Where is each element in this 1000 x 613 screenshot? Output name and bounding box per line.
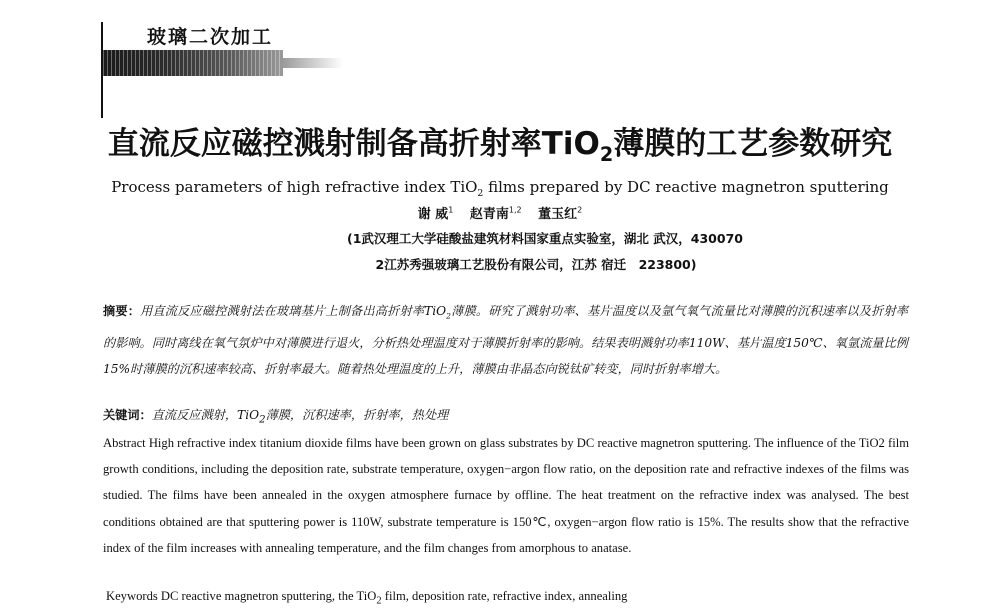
keywords-en-text-1: DC reactive magnetron sputtering, the TiO xyxy=(157,589,377,603)
author xyxy=(470,207,522,222)
title-cn-main: 直流反应磁控溅射制备高折射率TiO xyxy=(107,126,600,162)
section-header-bar xyxy=(103,50,283,76)
author-affiliation-mark: 1 xyxy=(448,205,454,215)
abstract-cn-text-2: 薄膜。研究了溅射功率、基片温度以及氩气氧气流量比对薄膜的沉积速率以及折射率的影响。同时离线在氧气氛炉中对薄膜进行退火，分析热处理温度对于薄膜折射率的影响。结果表明溅射功率110W、基片温度150℃、氧氩流量比例15%时薄膜的沉积速率较高、折射率最大。随着热处理温度的上升，薄膜由非晶态向锐钛矿转变，同时折射率增大。 xyxy=(103,304,908,377)
author-name: 谢 威 xyxy=(417,207,449,222)
author-name: 赵青南 xyxy=(469,207,509,222)
abstract-cn-label: 摘要： xyxy=(103,304,141,318)
abstract-cn-text-1: 用直流反应磁控溅射法在玻璃基片上制备出高折射率TiO xyxy=(140,304,447,318)
section-header-bar-fade xyxy=(283,58,343,68)
keywords-cn-item-2: 薄膜，沉积速率，折射率，热处理 xyxy=(265,408,449,422)
keywords-chinese xyxy=(103,404,908,431)
title-en-subscript: 2 xyxy=(477,188,484,199)
title-chinese xyxy=(0,118,1000,166)
abstract-cn-subscript: 2 xyxy=(446,311,451,321)
author-list xyxy=(0,203,1000,222)
affiliation-1: (1武汉理工大学硅酸盐建筑材料国家重点实验室，湖北 武汉，430070 xyxy=(347,231,743,246)
keywords-english xyxy=(106,585,906,613)
abstract-chinese xyxy=(103,298,908,383)
keywords-cn-subscript: 2 xyxy=(259,414,266,426)
author-name: 董玉红 xyxy=(538,207,578,222)
keywords-cn-label: 关键词： xyxy=(103,408,152,422)
title-cn-subscript: 2 xyxy=(599,143,614,167)
title-english xyxy=(0,178,1000,199)
affiliation-2: 2江苏秀强玻璃工艺股份有限公司，江苏 宿迁 223800) xyxy=(375,257,697,272)
keywords-cn-item-1: 直流反应溅射，TiO xyxy=(151,408,260,422)
abstract-english: Abstract High refractive index titanium dioxide films have been grown on glass substrates by DC reactive magnetron sputtering. The influence of the TiO2 film growth conditions, including the deposition rate, substrate temperature, oxygen−argon flow ratio, on the deposition rate and refractive indexes of the films was studied. The films have been annealed in the oxygen atmosphere furnace by offline. The heat treatment on the refractive index was analysed. The best conditions obtained are that sputtering power is 110W, substrate temperature is 150℃, oxygen−argon flow ratio is 15%. The results show that the refractive index of the film increases with annealing temperature, and the film changes from amorphous to anatase. xyxy=(103,436,909,555)
author xyxy=(418,207,454,222)
author xyxy=(538,207,582,222)
keywords-en-subscript: 2 xyxy=(376,595,382,607)
keywords-en-text-2: film, deposition rate, refractive index, annealing xyxy=(381,589,628,603)
author-affiliation-mark: 1,2 xyxy=(508,205,522,215)
keywords-en-label: Keywords xyxy=(106,589,158,603)
title-cn-tail: 薄膜的工艺参数研究 xyxy=(613,126,893,162)
section-label: 玻璃二次加工 xyxy=(147,26,274,48)
title-en-tail: films prepared by DC reactive magnetron sputtering xyxy=(483,178,889,196)
author-affiliation-mark: 2 xyxy=(577,205,583,215)
title-en-main: Process parameters of high refractive index TiO xyxy=(111,178,478,196)
